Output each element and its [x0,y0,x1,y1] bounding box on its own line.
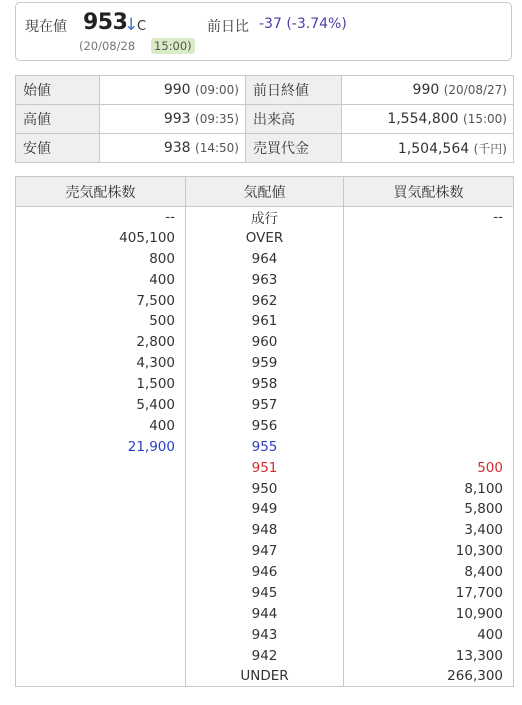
change-value: -37 (-3.74%) [259,16,347,32]
summary-row [16,134,514,163]
order-book-row [16,374,514,395]
buy-quantity: 500 [344,457,514,478]
price-time-badge: 15:00) [151,38,195,54]
order-book-row [16,478,514,499]
quote-price: 944 [186,603,344,624]
sell-quantity-header: 売気配株数 [16,177,186,207]
quote-price: 948 [186,520,344,541]
sell-quantity: -- [16,207,186,228]
quote-price: 955 [186,436,344,457]
buy-quantity: -- [344,207,514,228]
order-book-header-row [16,177,514,207]
sell-quantity: 4,300 [16,353,186,374]
quote-price: 943 [186,624,344,645]
buy-quantity: 266,300 [344,666,514,687]
buy-quantity [344,332,514,353]
sell-quantity: 2,800 [16,332,186,353]
summary-label: 安値 [16,134,100,163]
sell-quantity [16,645,186,666]
sell-quantity [16,520,186,541]
order-book-row [16,603,514,624]
summary-value: 990 (09:00) [100,76,246,105]
buy-quantity: 10,300 [344,541,514,562]
order-book-table [15,176,514,687]
quote-price: 950 [186,478,344,499]
summary-value: 938 (14:50) [100,134,246,163]
quote-price: UNDER [186,666,344,687]
down-arrow-icon: ↓ [124,15,139,35]
buy-quantity: 10,900 [344,603,514,624]
order-book-row [16,290,514,311]
summary-row [16,76,514,105]
summary-value: 1,554,800 (15:00) [342,105,514,134]
quote-price: 成行 [186,207,344,228]
current-price: 953 [83,10,128,35]
sell-quantity: 400 [16,415,186,436]
order-book-row [16,624,514,645]
buy-quantity: 8,400 [344,562,514,583]
sell-quantity [16,478,186,499]
quote-price: 961 [186,311,344,332]
buy-quantity: 5,800 [344,499,514,520]
order-book-row [16,227,514,248]
order-book-row [16,520,514,541]
quote-price: 957 [186,395,344,416]
order-book-row [16,436,514,457]
order-book-row [16,583,514,604]
quote-price: 962 [186,290,344,311]
quote-price: 942 [186,645,344,666]
quote-price: 959 [186,353,344,374]
buy-quantity [344,436,514,457]
sell-quantity [16,562,186,583]
order-book-row [16,269,514,290]
buy-quantity [344,290,514,311]
current-price-label: 現在値 [25,19,67,35]
order-book-row [16,562,514,583]
order-book-row [16,332,514,353]
order-book-row [16,248,514,269]
summary-value: 1,504,564 (千円) [342,134,514,163]
buy-quantity [344,311,514,332]
order-book-row [16,207,514,228]
order-book-row [16,415,514,436]
quote-price: 951 [186,457,344,478]
price-header [15,2,512,61]
sell-quantity [16,603,186,624]
quote-price: 964 [186,248,344,269]
buy-quantity-header: 買気配株数 [344,177,514,207]
sell-quantity: 7,500 [16,290,186,311]
buy-quantity [344,395,514,416]
price-mark: C [137,19,147,34]
sell-quantity: 5,400 [16,395,186,416]
summary-value: 990 (20/08/27) [342,76,514,105]
summary-table [15,75,514,163]
sell-quantity [16,666,186,687]
quote-price: 963 [186,269,344,290]
sell-quantity [16,583,186,604]
sell-quantity [16,624,186,645]
buy-quantity: 13,300 [344,645,514,666]
buy-quantity: 400 [344,624,514,645]
order-book-row [16,666,514,687]
buy-quantity [344,374,514,395]
buy-quantity: 17,700 [344,583,514,604]
summary-label: 高値 [16,105,100,134]
order-book-row [16,457,514,478]
buy-quantity: 3,400 [344,520,514,541]
buy-quantity [344,227,514,248]
quote-price: OVER [186,227,344,248]
sell-quantity [16,499,186,520]
buy-quantity [344,415,514,436]
summary-label: 前日終値 [246,76,342,105]
price-date: (20/08/28 [79,39,136,53]
sell-quantity: 1,500 [16,374,186,395]
buy-quantity [344,353,514,374]
sell-quantity: 500 [16,311,186,332]
buy-quantity: 8,100 [344,478,514,499]
quote-price: 960 [186,332,344,353]
buy-quantity [344,269,514,290]
sell-quantity: 405,100 [16,227,186,248]
quote-price: 949 [186,499,344,520]
quote-price: 956 [186,415,344,436]
order-book-row [16,541,514,562]
order-book-row [16,353,514,374]
summary-label: 始値 [16,76,100,105]
order-book-row [16,395,514,416]
sell-quantity: 21,900 [16,436,186,457]
order-book-row [16,645,514,666]
change-label: 前日比 [207,19,249,35]
quote-price: 947 [186,541,344,562]
order-book-row [16,311,514,332]
quote-price: 945 [186,583,344,604]
summary-value: 993 (09:35) [100,105,246,134]
quote-price-header: 気配値 [186,177,344,207]
quote-price: 946 [186,562,344,583]
sell-quantity: 400 [16,269,186,290]
order-book-row [16,499,514,520]
summary-row [16,105,514,134]
summary-label: 売買代金 [246,134,342,163]
quote-price: 958 [186,374,344,395]
sell-quantity [16,457,186,478]
sell-quantity: 800 [16,248,186,269]
sell-quantity [16,541,186,562]
summary-label: 出来高 [246,105,342,134]
buy-quantity [344,248,514,269]
